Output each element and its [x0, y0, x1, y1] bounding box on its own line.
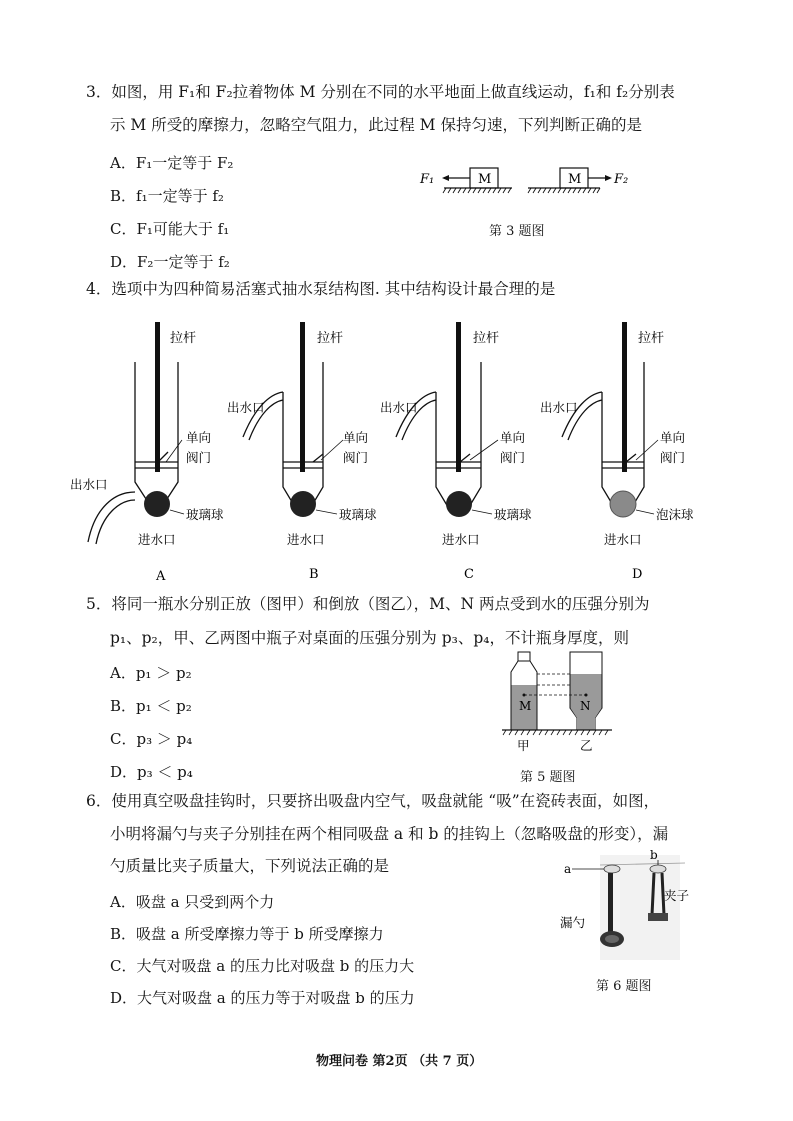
q6-option-d: D．大气对吸盘 a 的压力等于对吸盘 b 的压力: [110, 989, 415, 1007]
svg-text:拉杆: 拉杆: [638, 331, 665, 346]
q3-block-left: M: [478, 172, 492, 187]
q5-option-d: D．p₃ ＜ p₄: [110, 763, 193, 781]
svg-text:阀门: 阀门: [343, 450, 369, 465]
q3-figure: [420, 160, 629, 205]
svg-text:阀门: 阀门: [186, 450, 212, 465]
svg-text:进水口: 进水口: [442, 532, 480, 547]
q3-stem-line1: 3．如图，用 F₁和 F₂拉着物体 M 分别在不同的水平地面上做直线运动，f₁和 f₂分别表: [86, 83, 675, 101]
q5-option-a: A．p₁ ＞ p₂: [110, 664, 192, 682]
q6-b-label: b: [650, 848, 658, 862]
q4-letter-c: C: [464, 567, 474, 582]
q5-yi-label: 乙: [580, 738, 593, 753]
q6-option-a: A．吸盘 a 只受到两个力: [110, 893, 275, 911]
svg-text:拉杆: 拉杆: [170, 331, 197, 346]
q5-caption: 第 5 题图: [520, 770, 576, 785]
svg-text:单向: 单向: [500, 430, 526, 445]
svg-text:单向: 单向: [343, 430, 369, 445]
q3-f1-label: F₁: [420, 172, 435, 187]
q5-m-label: M: [519, 699, 532, 713]
q6-clip-label: 夹子: [664, 888, 690, 903]
svg-text:玻璃球: 玻璃球: [339, 507, 377, 522]
q4-pump-a: [70, 322, 224, 592]
svg-text:进水口: 进水口: [604, 532, 642, 547]
svg-text:进水口: 进水口: [138, 532, 176, 547]
q3-block-right: M: [568, 172, 582, 187]
svg-text:玻璃球: 玻璃球: [186, 507, 224, 522]
svg-text:泡沫球: 泡沫球: [656, 507, 694, 522]
page-footer: 物理问卷 第2页 （共 7 页）: [316, 1054, 483, 1069]
q3-f2-label: F₂: [614, 172, 629, 187]
q5-n-label: N: [580, 699, 591, 713]
q3-stem-line2: 示 M 所受的摩擦力，忽略空气阻力，此过程 M 保持匀速，下列判断正确的是: [110, 116, 642, 134]
q6-option-c: C．大气对吸盘 a 的压力比对吸盘 b 的压力大: [110, 957, 415, 975]
svg-text:阀门: 阀门: [660, 450, 686, 465]
q3-option-a: A．F₁一定等于 F₂: [110, 154, 234, 172]
q6-stem-line2: 小明将漏勺与夹子分别挂在两个相同吸盘 a 和 b 的挂钩上（忽略吸盘的形变），漏: [110, 825, 669, 843]
q6-option-b: B．吸盘 a 所受摩擦力等于 b 所受摩擦力: [110, 925, 384, 943]
q4-letter-a: A: [156, 569, 166, 584]
q6-ladle-label: 漏勺: [560, 915, 586, 930]
svg-text:拉杆: 拉杆: [473, 331, 500, 346]
q3-option-b: B．f₁一定等于 f₂: [110, 187, 224, 205]
q5-stem-line1: 5．将同一瓶水分别正放（图甲）和倒放（图乙），M、N 两点受到水的压强分别为: [86, 595, 650, 613]
svg-text:拉杆: 拉杆: [317, 331, 344, 346]
q5-option-c: C．p₃ ＞ p₄: [110, 730, 193, 748]
q4-pump-d: [540, 322, 710, 592]
svg-text:玻璃球: 玻璃球: [494, 507, 532, 522]
q6-stem-line1: 6．使用真空吸盘挂钩时，只要挤出吸盘内空气，吸盘就能 “吸”在瓷砖表面，如图，: [86, 792, 660, 810]
svg-text:出水口: 出水口: [227, 400, 265, 415]
q5-option-b: B．p₁ ＜ p₂: [110, 697, 192, 715]
q3-caption: 第 3 题图: [489, 224, 545, 239]
svg-text:单向: 单向: [660, 430, 686, 445]
svg-text:阀门: 阀门: [500, 450, 526, 465]
q5-figure: [500, 650, 620, 755]
q4-pump-b: [225, 322, 385, 592]
q5-stem-line2: p₁、p₂，甲、乙两图中瓶子对桌面的压强分别为 p₃、p₄，不计瓶身厚度，则: [110, 629, 629, 647]
q4-pump-c: [378, 322, 538, 592]
q3-option-c: C．F₁可能大于 f₁: [110, 220, 230, 238]
svg-text:出水口: 出水口: [70, 477, 108, 492]
q6-stem-line3: 勺质量比夹子质量大，下列说法正确的是: [110, 857, 390, 875]
q4-letter-b: B: [309, 567, 319, 582]
svg-text:进水口: 进水口: [287, 532, 325, 547]
q6-figure: [560, 848, 690, 965]
q5-jia-label: 甲: [517, 738, 530, 753]
q4-stem: 4．选项中为四种简易活塞式抽水泵结构图. 其中结构设计最合理的是: [86, 280, 556, 298]
svg-text:出水口: 出水口: [540, 400, 578, 415]
q6-a-label: a: [564, 862, 572, 876]
q3-option-d: D．F₂一定等于 f₂: [110, 253, 230, 271]
q4-letter-d: D: [632, 567, 643, 582]
svg-text:单向: 单向: [186, 430, 212, 445]
svg-text:出水口: 出水口: [380, 400, 418, 415]
q6-caption: 第 6 题图: [596, 979, 652, 994]
